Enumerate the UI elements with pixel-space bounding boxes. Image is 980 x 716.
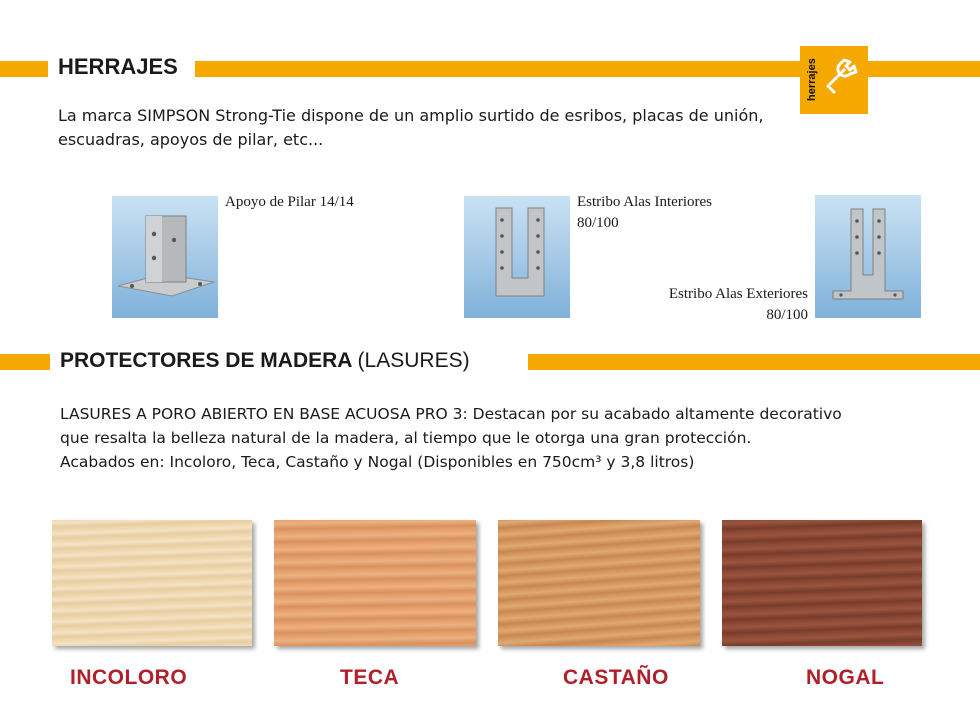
herrajes-intro [58,104,798,152]
product-caption-estribo-interiores-line-2: 80/100 [577,215,619,231]
protectores-line-3: Acabados en: Incoloro, Teca, Castaño y Nogal (Disponibles en 750cm³ y 3,8 litros) [60,453,695,471]
finish-label-nogal: NOGAL [806,666,885,689]
product-photo-apoyo-pilar [112,196,218,318]
hanger-exterior-image [815,195,921,318]
swatch-teca [274,520,476,646]
post-base-image [112,196,218,318]
protectores-line-1: LASURES A PORO ABIERTO EN BASE ACUOSA PRO 3: Destacan por su acabado altamente decorativo [60,405,842,423]
protectores-heading-light: (LASURES) [357,349,470,372]
herrajes-heading: HERRAJES [58,54,178,79]
product-caption-apoyo-pilar [225,192,354,213]
swatch-castano [498,520,700,646]
product-caption-estribo-interiores [577,192,712,234]
herrajes-tab [800,46,868,114]
herrajes-intro-line-2: escuadras, apoyos de pilar, etc... [58,130,324,149]
swatch-incoloro [52,520,252,646]
finish-label-incoloro: INCOLORO [70,666,188,689]
product-photo-estribo-exteriores [815,195,921,318]
herrajes-intro-line-1: La marca SIMPSON Strong-Tie dispone de un amplio surtido de esribos, placas de unión, [58,106,764,125]
finish-label-teca: TECA [340,666,400,689]
protectores-heading [60,349,470,373]
protectores-heading-bold: PROTECTORES DE MADERA [60,349,352,372]
product-caption-estribo-exteriores-line-2: 80/100 [766,307,808,323]
protectores-line-2: que resalta la belleza natural de la madera, al tiempo que le otorga una gran protección. [60,429,752,447]
herrajes-bar-left [0,61,48,77]
herrajes-tab-label: herrajes [806,58,818,102]
product-photo-estribo-interiores [464,196,570,318]
product-caption-estribo-interiores-line-1: Estribo Alas Interiores [577,194,712,210]
protectores-bar-right [528,354,980,370]
finish-label-castano: CASTAÑO [563,666,669,689]
protectores-bar-left [0,354,50,370]
protectores-description [60,402,960,474]
product-caption-apoyo-pilar-line-1: Apoyo de Pilar 14/14 [225,194,354,210]
product-caption-estribo-exteriores [640,284,808,326]
hanger-interior-image [464,196,570,318]
swatch-nogal [722,520,922,646]
product-caption-estribo-exteriores-line-1: Estribo Alas Exteriores [668,286,808,302]
wrench-icon [822,50,864,110]
